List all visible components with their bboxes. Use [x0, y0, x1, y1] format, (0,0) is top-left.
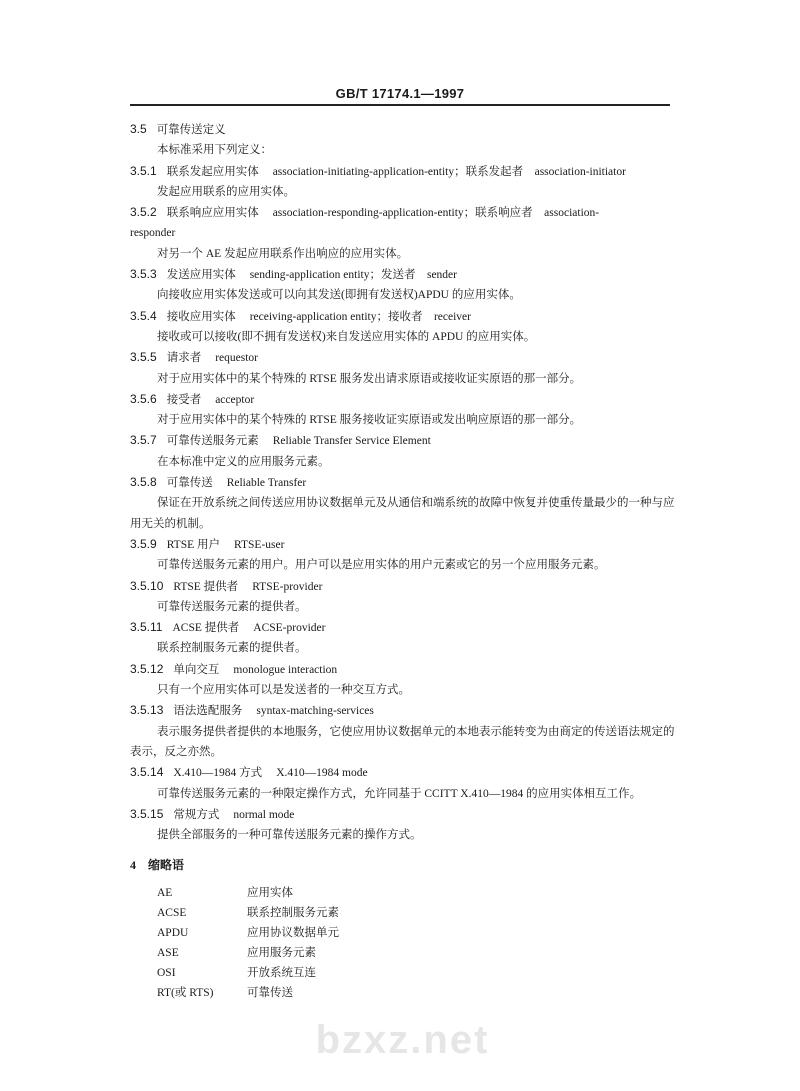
term-zh: 联系响应应用实体 [166, 207, 259, 220]
definition-term [130, 762, 675, 783]
term-zh: ACSE 提供者 [172, 622, 240, 635]
definition-term [130, 534, 675, 555]
section-intro: 本标准采用下列定义： [157, 144, 272, 157]
term-en: normal mode [233, 808, 295, 821]
term-en: Reliable Transfer [226, 477, 307, 490]
term-continuation: responder [130, 227, 176, 240]
section-title: 可靠传送定义 [156, 124, 226, 136]
definition-text: 保证在开放系统之间传送应用协议数据单元及从通信和端系统的故障中恢复并使重传量最少的一种与应用无关的机制。 [130, 497, 675, 530]
definition-term [130, 202, 675, 223]
term-en: receiving-application entity；接收者 receiver [249, 310, 471, 323]
term-en: X.410—1984 mode [276, 767, 368, 780]
definition-text: 表示服务提供者提供的本地服务，它使应用协议数据单元的本地表示能转变为由商定的传送语法规定的表示，反之亦然。 [130, 725, 675, 758]
definition-text: 对另一个 AE 发起应用联系作出响应的应用实体。 [157, 247, 409, 260]
abbreviation-row [157, 943, 675, 963]
term-en: association-initiating-application-entity；联系发起者 association-initiator [272, 165, 626, 178]
definition-text: 对于应用实体中的某个特殊的 RTSE 服务接收证实原语或发出响应原语的那一部分。 [157, 414, 582, 427]
page-content [130, 119, 675, 1063]
term-en: Reliable Transfer Service Element [272, 435, 431, 448]
definition-term [130, 389, 675, 410]
definition-text: 提供全部服务的一种可靠传送服务元素的操作方式。 [157, 829, 422, 842]
definition-term [130, 161, 675, 182]
definition-list [130, 161, 675, 846]
term-number: 3.5.7 [130, 433, 157, 448]
term-number: 3.5.10 [130, 578, 164, 593]
section-4-heading [130, 855, 675, 875]
abbreviation: AE [157, 887, 173, 900]
abbreviation-meaning: 联系控制服务元素 [247, 907, 339, 920]
definition-text: 接收或可以接收(即不拥有发送权)来自发送应用实体的 APDU 的应用实体。 [157, 330, 536, 343]
term-zh: 联系发起应用实体 [166, 165, 259, 178]
abbreviation-meaning: 应用服务元素 [247, 947, 316, 960]
term-en: sending-application entity；发送者 sender [249, 269, 457, 282]
section-number: 4 [130, 858, 136, 873]
term-zh: 发送应用实体 [166, 269, 236, 282]
definition-text: 向接收应用实体发送或可以向其发送(即拥有发送权)APDU 的应用实体。 [157, 289, 521, 302]
term-number: 3.5.1 [130, 163, 157, 178]
abbreviation-row [157, 883, 675, 903]
term-number: 3.5.9 [130, 536, 157, 551]
term-number: 3.5.13 [130, 703, 164, 718]
section-number: 3.5 [130, 122, 147, 136]
term-en: requestor [215, 352, 258, 365]
term-number: 3.5.6 [130, 391, 157, 406]
term-en: RTSE-provider [252, 580, 323, 593]
term-en: syntax-matching-services [256, 705, 374, 718]
definition-text: 发起应用联系的应用实体。 [157, 185, 295, 198]
term-zh: 单向交互 [173, 663, 220, 676]
abbreviation-meaning: 开放系统互连 [247, 967, 316, 980]
term-zh: 语法选配服务 [173, 705, 243, 718]
term-number: 3.5.4 [130, 308, 157, 323]
term-zh: RTSE 提供者 [173, 580, 239, 593]
term-en: ACSE-provider [253, 622, 326, 635]
term-number: 3.5.15 [130, 806, 164, 821]
definition-term [130, 659, 675, 680]
term-number: 3.5.3 [130, 267, 157, 282]
definition-text: 只有一个应用实体可以是发送者的一种交互方式。 [157, 684, 410, 697]
abbreviation: RT(或 RTS) [157, 987, 214, 1000]
abbreviation: OSI [157, 967, 176, 980]
abbreviation: APDU [157, 927, 189, 940]
definition-term [130, 347, 675, 368]
abbreviation: ACSE [157, 907, 187, 920]
definition-term [130, 264, 675, 285]
definition-text: 可靠传送服务元素的一种限定操作方式，允许同基于 CCITT X.410—1984 的应用实体相互工作。 [157, 787, 642, 800]
abbreviation-list [130, 883, 675, 1003]
header-rule [130, 104, 670, 106]
term-zh: 常规方式 [173, 808, 220, 821]
abbreviation-row [157, 963, 675, 983]
abbreviation-meaning: 应用协议数据单元 [247, 927, 339, 940]
term-en: RTSE-user [234, 538, 285, 551]
term-zh: 可靠传送 [166, 477, 213, 490]
term-number: 3.5.11 [130, 620, 163, 635]
term-zh: 请求者 [166, 352, 202, 365]
section-title: 缩略语 [148, 858, 185, 873]
definition-text: 对于应用实体中的某个特殊的 RTSE 服务发出请求原语或接收证实原语的那一部分。 [157, 372, 582, 385]
abbreviation-row [157, 903, 675, 923]
definition-term [130, 306, 675, 327]
definition-term [130, 804, 675, 825]
abbreviation: ASE [157, 947, 179, 960]
term-zh: 接受者 [166, 393, 202, 406]
watermark: bzxz.net [315, 1018, 490, 1063]
abbreviation-meaning: 可靠传送 [247, 987, 293, 1000]
term-number: 3.5.14 [130, 765, 164, 780]
term-number: 3.5.2 [130, 205, 157, 220]
definition-text: 可靠传送服务元素的用户。用户可以是应用实体的用户元素或它的另一个应用服务元素。 [157, 559, 606, 572]
definition-term [130, 430, 675, 451]
term-en: association-responding-application-entity；联系响应者 association- [272, 207, 600, 220]
document-header: GB/T 17174.1—1997 [335, 86, 465, 101]
term-number: 3.5.5 [130, 350, 157, 365]
definition-term [130, 617, 675, 638]
definition-text: 在本标准中定义的应用服务元素。 [157, 455, 330, 468]
term-number: 3.5.12 [130, 661, 164, 676]
definition-term [130, 472, 675, 493]
definition-text: 可靠传送服务元素的提供者。 [157, 600, 307, 613]
term-zh: 可靠传送服务元素 [166, 435, 259, 448]
abbreviation-row [157, 923, 675, 943]
term-en: acceptor [215, 393, 255, 406]
term-zh: RTSE 用户 [166, 538, 221, 551]
abbreviation-row [157, 983, 675, 1003]
definition-text: 联系控制服务元素的提供者。 [157, 642, 307, 655]
abbreviation-meaning: 应用实体 [247, 887, 293, 900]
definition-term [130, 700, 675, 721]
section-heading [130, 119, 675, 140]
term-zh: X.410—1984 方式 [173, 767, 263, 780]
definitions-body [130, 119, 675, 845]
term-number: 3.5.8 [130, 475, 157, 490]
term-en: monologue interaction [233, 663, 338, 676]
definition-term [130, 576, 675, 597]
term-zh: 接收应用实体 [166, 310, 236, 323]
